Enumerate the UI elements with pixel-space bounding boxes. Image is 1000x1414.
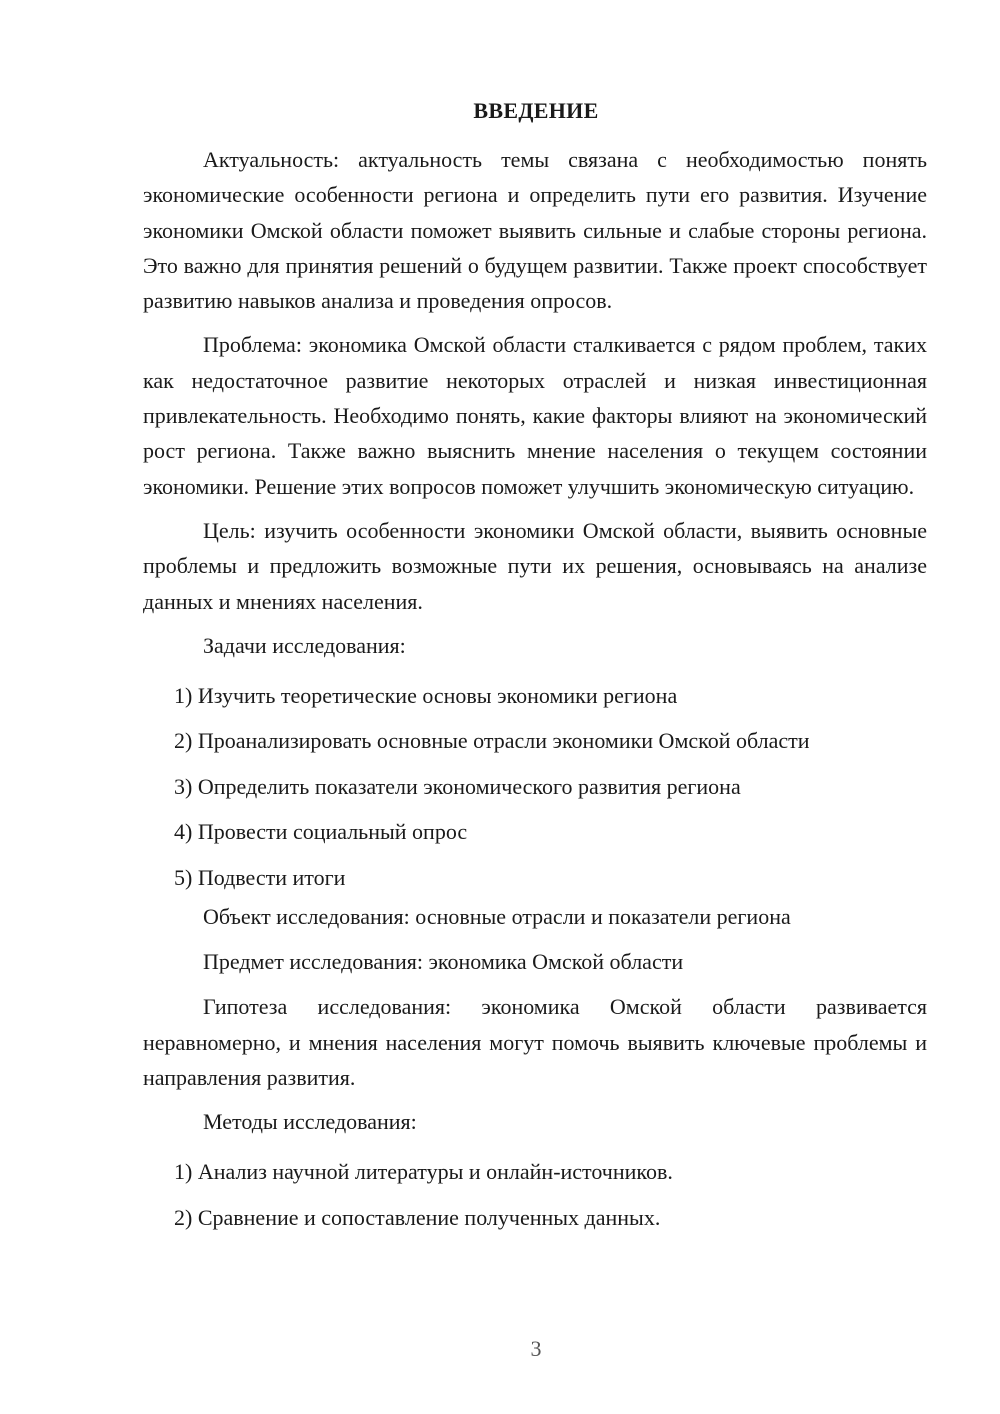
paragraph-problem: Проблема: экономика Омской области сталкивается с рядом проблем, таких как недостаточное развитие некоторых отраслей и низкая инвестиционная привлекательность. Необходимо понять, какие факторы влияют на экономический рост региона. Также важно выяснить мнение населения о текущем состоянии экономики. Решение этих вопросов поможет улучшить экономическую ситуацию. [143,332,927,499]
list-item: 5) Подвести итоги [174,864,346,890]
page-number: 3 [530,1336,542,1361]
section-body [143,142,927,1240]
paragraph-goal: Цель: изучить особенности экономики Омской области, выявить основные проблемы и предложить возможные пути их решения, основываясь на анализе данных и мнениях населения. [143,517,927,614]
section-title: ВВЕДЕНИЕ [473,98,599,123]
list-item: 3) Определить показатели экономического развития региона [174,773,741,799]
methods-list [143,1149,927,1240]
research-subject: Предмет исследования: экономика Омской области [203,949,684,975]
list-item: 1) Анализ научной литературы и онлайн-источников. [174,1159,673,1185]
list-item: 2) Проанализировать основные отрасли экономики Омской области [174,728,810,754]
methods-heading: Методы исследования: [203,1109,417,1135]
research-object: Объект исследования: основные отрасли и показатели региона [203,904,791,930]
list-item: 1) Изучить теоретические основы экономики региона [174,682,678,708]
list-item: 2) Сравнение и сопоставление полученных данных. [174,1204,661,1230]
tasks-list [143,673,927,901]
tasks-heading: Задачи исследования: [203,632,406,658]
paragraph-relevance: Актуальность: актуальность темы связана с необходимостью понять экономические особенности региона и определить пути его развития. Изучение экономики Омской области поможет выявить сильные и слабые стороны региона. Это важно для принятия решений о будущем развитии. Также проект способствует развитию навыков анализа и проведения опросов. [143,147,927,314]
paragraph-hypothesis: Гипотеза исследования: экономика Омской области развивается неравномерно, и мнения населения могут помочь выявить ключевые проблемы и направления развития. [143,994,927,1090]
list-item: 4) Провести социальный опрос [174,819,468,845]
